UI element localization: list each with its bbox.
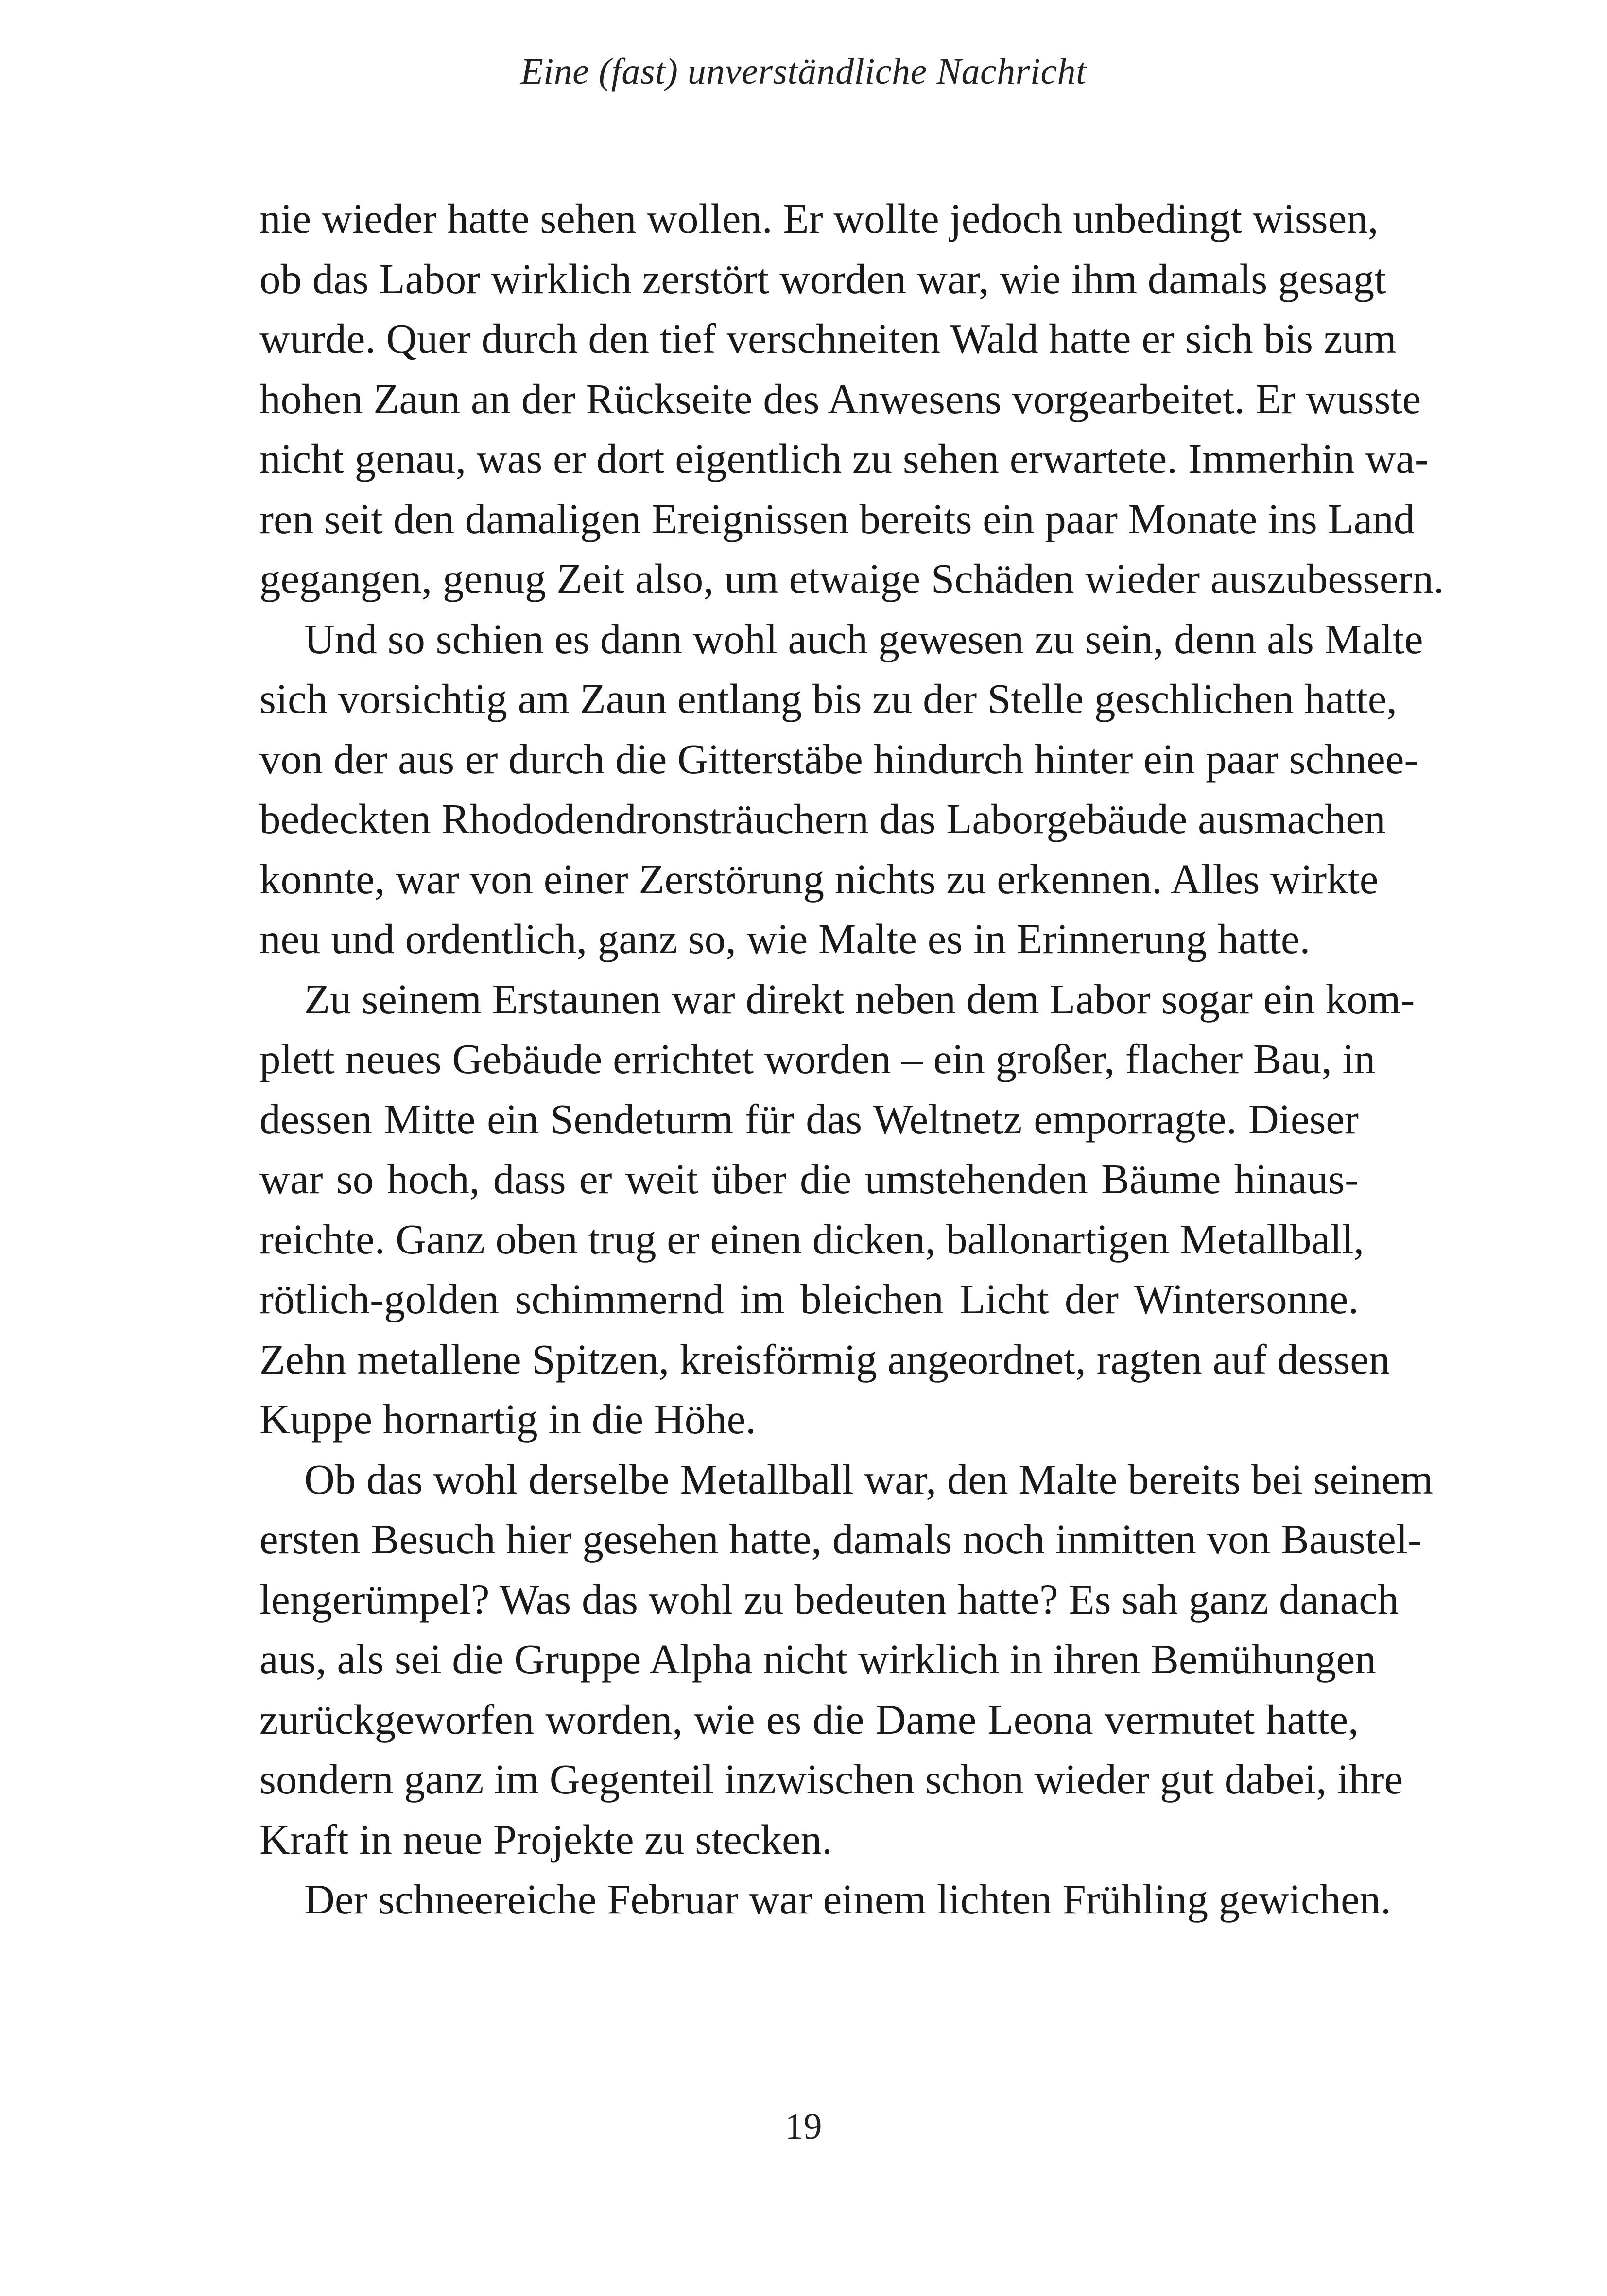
text-line: nicht genau, was er dort eigentlich zu sehen erwartete. Immerhin wa- (259, 435, 1429, 482)
text-line: ob das Labor wirklich zerstört worden war, wie ihm damals gesagt (259, 255, 1386, 302)
text-line: reichte. Ganz oben trug er einen dicken, ballonartigen Metallball, (259, 1215, 1365, 1263)
text-line: lengerümpel? Was das wohl zu bedeuten hatte? Es sah ganz danach (259, 1575, 1399, 1623)
paragraph (259, 1449, 1434, 1870)
text-line: Kraft in neue Projekte zu stecken. (259, 1815, 832, 1863)
text-line: ren seit den damaligen Ereignissen bereits ein paar Monate ins Land (259, 495, 1415, 542)
text-line: Und so schien es dann wohl auch gewesen zu sein, denn als Malte (304, 615, 1423, 662)
paragraph (259, 1869, 1391, 1930)
text-line: nie wieder hatte sehen wollen. Er wollte jedoch unbedingt wissen, (259, 195, 1379, 242)
text-line: Ob das wohl derselbe Metallball war, den Malte bereits bei seinem (304, 1455, 1434, 1503)
text-line: neu und ordentlich, ganz so, wie Malte es in Erinnerung hatte. (259, 915, 1311, 962)
page-number: 19 (785, 2106, 822, 2147)
text-line: war so hoch, dass er weit über die umstehenden Bäume hinaus- (259, 1155, 1359, 1202)
paragraph (259, 609, 1423, 969)
text-line: von der aus er durch die Gitterstäbe hindurch hinter ein paar schnee- (259, 735, 1418, 783)
text-line: rötlich-golden schimmernd im bleichen Licht der Wintersonne. (259, 1275, 1359, 1322)
text-line: Zu seinem Erstaunen war direkt neben dem Labor sogar ein kom- (304, 975, 1415, 1023)
text-line: Kuppe hornartig in die Höhe. (259, 1395, 756, 1443)
body-text (259, 189, 1444, 1930)
text-line: konnte, war von einer Zerstörung nichts zu erkennen. Alles wirkte (259, 855, 1379, 903)
paragraph (259, 969, 1415, 1449)
text-line: ersten Besuch hier gesehen hatte, damals noch inmitten von Baustel- (259, 1515, 1422, 1563)
text-line: aus, als sei die Gruppe Alpha nicht wirklich in ihren Bemühungen (259, 1635, 1376, 1683)
text-line: hohen Zaun an der Rückseite des Anwesens vorgearbeitet. Er wusste (259, 375, 1421, 422)
text-line: dessen Mitte ein Sendeturm für das Weltnetz emporragte. Dieser (259, 1095, 1359, 1143)
text-line: plett neues Gebäude errichtet worden – ein großer, flacher Bau, in (259, 1035, 1376, 1082)
text-line: sondern ganz im Gegenteil inzwischen schon wieder gut dabei, ihre (259, 1756, 1403, 1803)
text-line: bedeckten Rhododendronsträuchern das Laborgebäude ausmachen (259, 795, 1386, 842)
text-line: Der schneereiche Februar war einem lichten Frühling gewichen. (304, 1876, 1391, 1923)
text-line: zurückgeworfen worden, wie es die Dame Leona vermutet hatte, (259, 1695, 1359, 1743)
text-line: Zehn metallene Spitzen, kreisförmig angeordnet, ragten auf dessen (259, 1335, 1390, 1383)
running-head: Eine (fast) unverständliche Nachricht (520, 51, 1087, 92)
text-line: wurde. Quer durch den tief verschneiten Wald hatte er sich bis zum (259, 315, 1397, 362)
text-line: sich vorsichtig am Zaun entlang bis zu der Stelle geschlichen hatte, (259, 675, 1398, 722)
text-line: gegangen, genug Zeit also, um etwaige Schäden wieder auszubessern. (259, 555, 1444, 602)
paragraph (259, 189, 1444, 609)
